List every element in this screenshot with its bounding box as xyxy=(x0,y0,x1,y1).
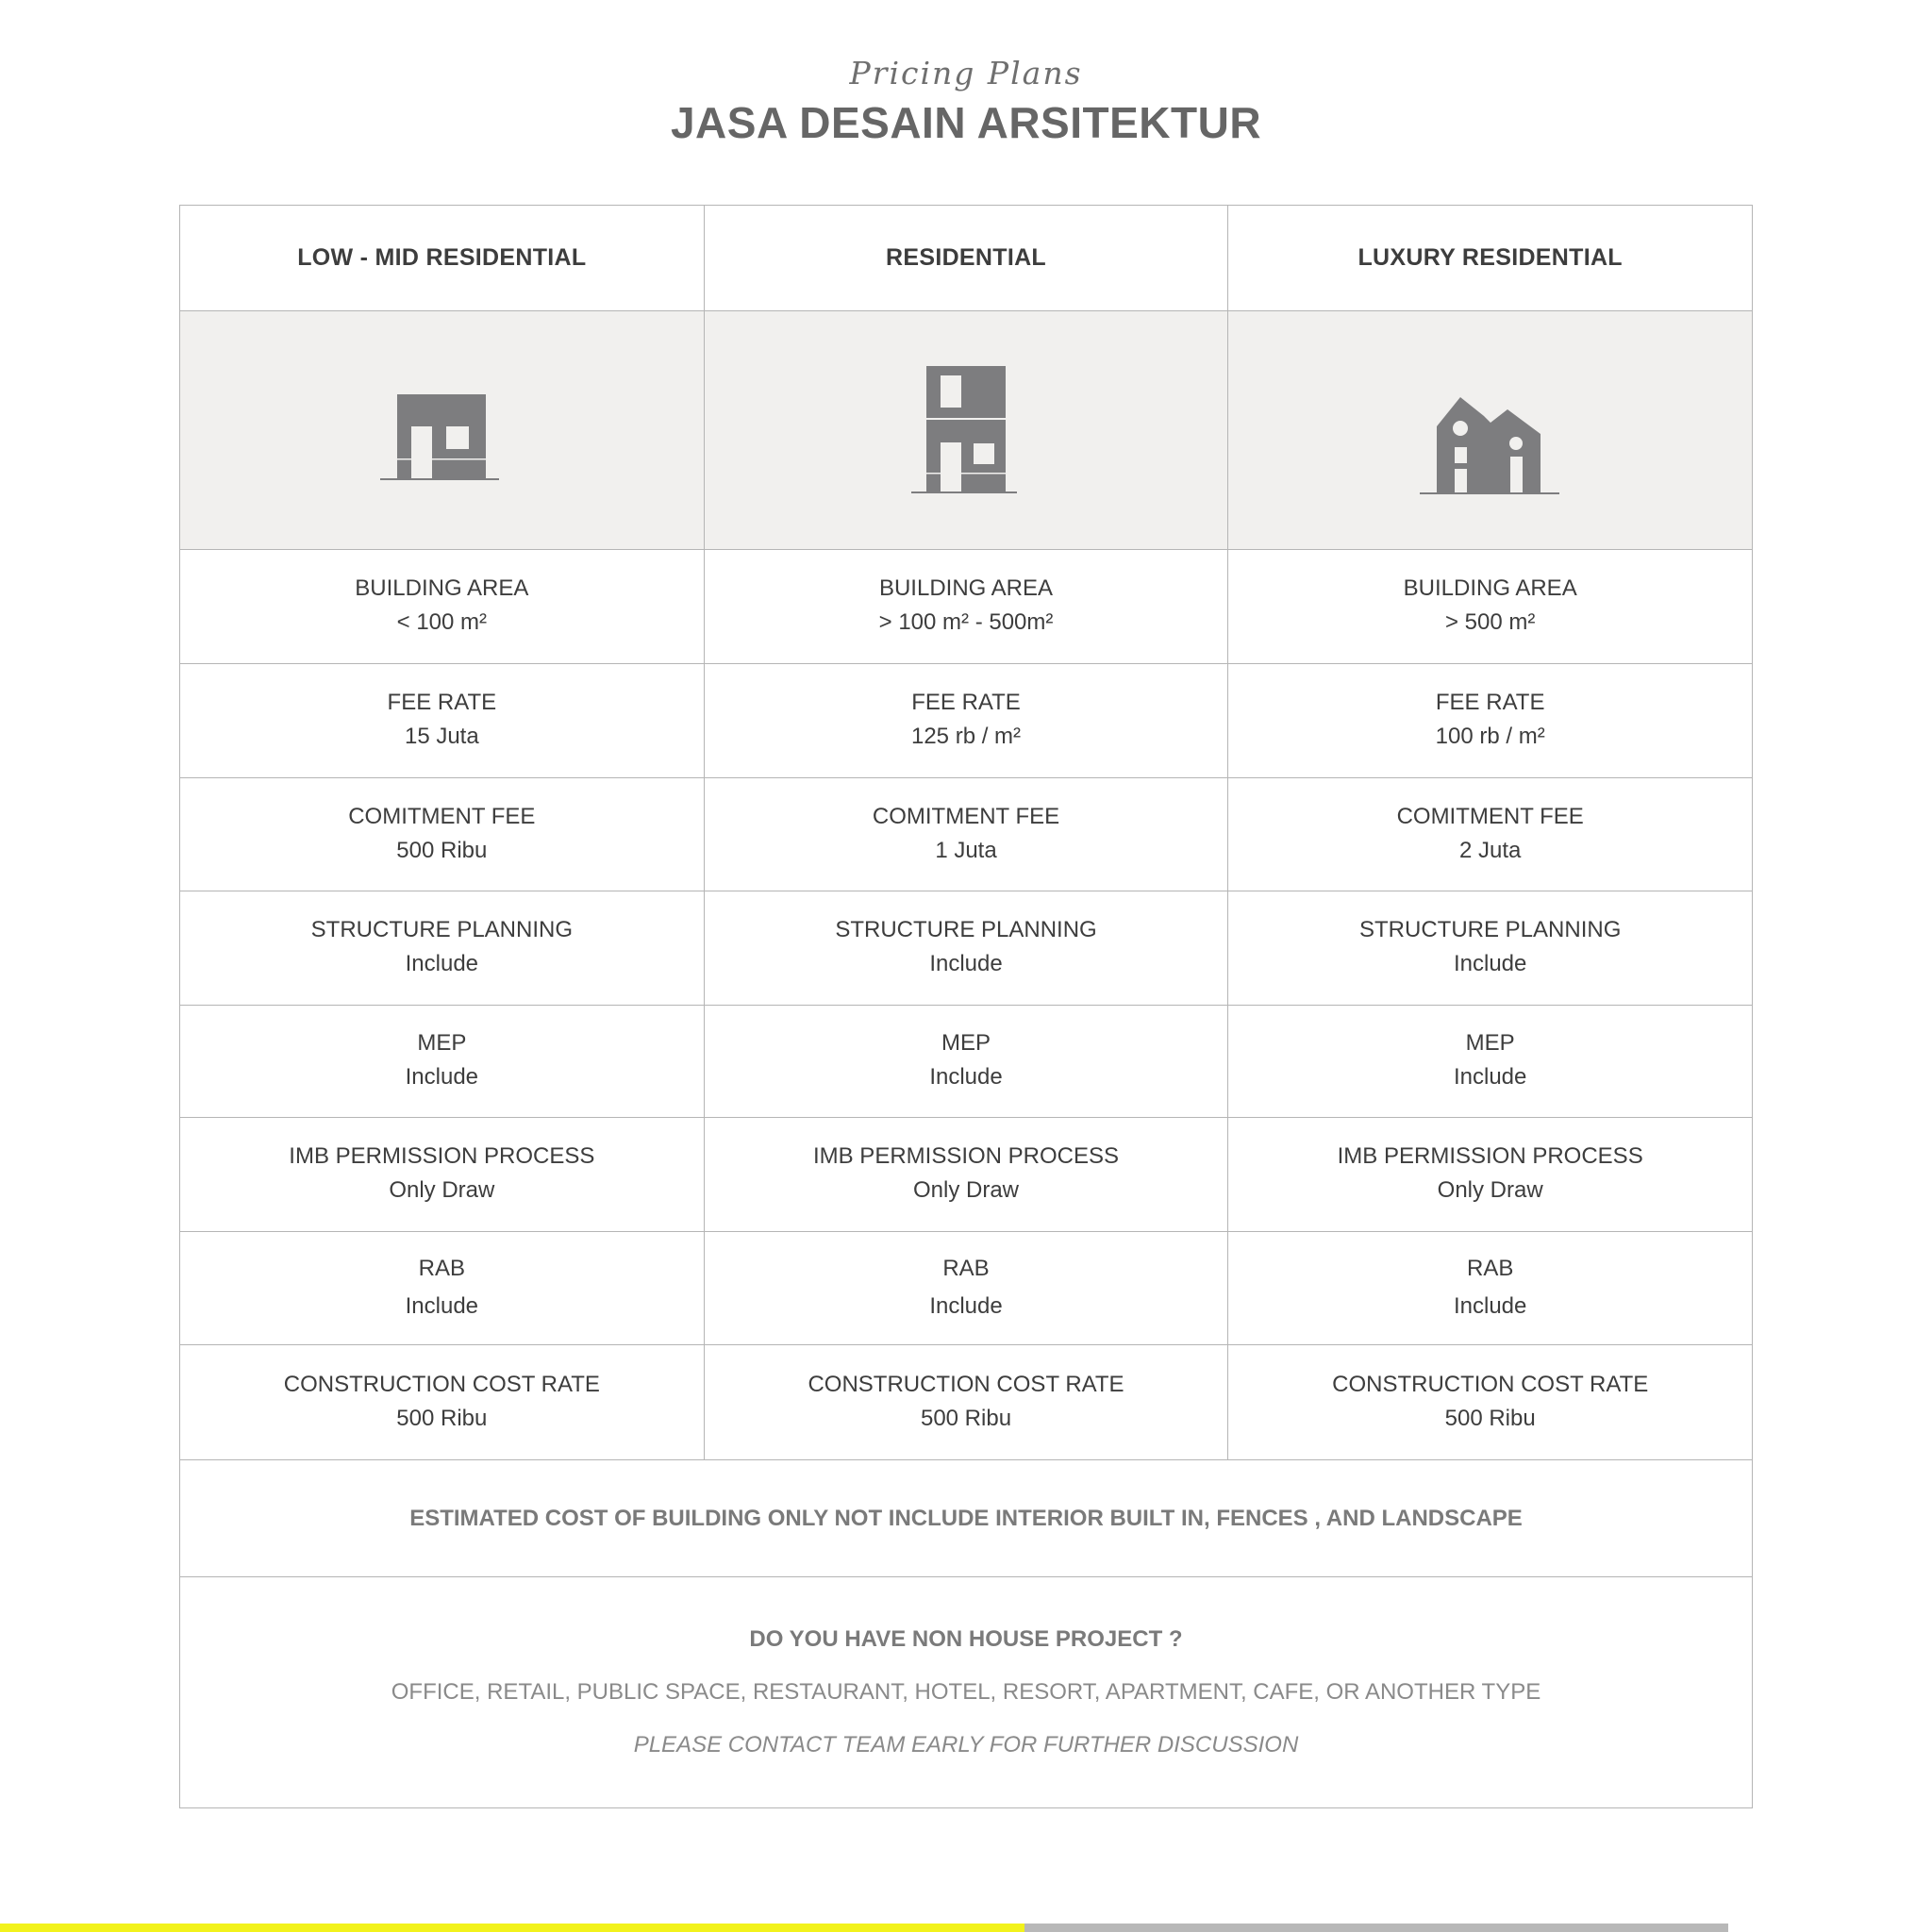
rab-cell xyxy=(705,1232,1229,1344)
page-title: JASA DESAIN ARSITEKTUR xyxy=(670,98,1262,147)
rab-label: RAB xyxy=(418,1255,466,1281)
plan-icon-cell-low-mid xyxy=(180,311,705,549)
structure-planning-value: Include xyxy=(405,951,479,976)
plan-name-residential: RESIDENTIAL xyxy=(705,206,1229,310)
page-header xyxy=(0,53,1932,151)
small-house-icon xyxy=(380,392,503,487)
plan-icon-cell-residential xyxy=(705,311,1229,549)
imb-permission-cell xyxy=(180,1118,705,1231)
fee-rate-label: FEE RATE xyxy=(911,690,1021,715)
fee-rate-cell xyxy=(1228,664,1752,777)
building-area-cell xyxy=(1228,550,1752,663)
accent-bar-yellow xyxy=(0,1924,1024,1932)
building-area-row xyxy=(180,550,1752,664)
plan-name-low-mid: LOW - MID RESIDENTIAL xyxy=(180,206,705,310)
fee-rate-row xyxy=(180,664,1752,778)
commitment-fee-label: COMITMENT FEE xyxy=(1396,803,1584,829)
plan-icon-cell-luxury xyxy=(1228,311,1752,549)
mep-row xyxy=(180,1006,1752,1118)
plan-icon-row xyxy=(180,311,1752,550)
mep-value: Include xyxy=(929,1064,1003,1090)
contact-cta: PLEASE CONTACT TEAM EARLY FOR FURTHER DISCUSSION xyxy=(633,1732,1299,1757)
mep-cell xyxy=(705,1006,1229,1117)
building-area-value: > 500 m² xyxy=(1444,609,1536,635)
page-subtitle: Pricing Plans xyxy=(849,55,1083,92)
imb-permission-value: Only Draw xyxy=(912,1177,1020,1203)
commitment-fee-label: COMITMENT FEE xyxy=(872,803,1060,829)
building-area-label: BUILDING AREA xyxy=(355,575,529,601)
fee-rate-label: FEE RATE xyxy=(1435,690,1545,715)
commitment-fee-value: 500 Ribu xyxy=(396,837,488,863)
mep-label: MEP xyxy=(941,1030,991,1056)
two-story-house-icon xyxy=(911,364,1021,496)
fee-rate-value: 125 rb / m² xyxy=(910,724,1022,749)
imb-permission-label: IMB PERMISSION PROCESS xyxy=(289,1143,595,1169)
rab-label: RAB xyxy=(1467,1255,1514,1281)
fee-rate-value: 15 Juta xyxy=(404,724,479,749)
building-area-value: < 100 m² xyxy=(396,609,488,635)
building-area-label: BUILDING AREA xyxy=(1403,575,1577,601)
construction-cost-label: CONSTRUCTION COST RATE xyxy=(283,1371,600,1397)
rab-value: Include xyxy=(405,1292,479,1319)
mep-label: MEP xyxy=(1465,1030,1515,1056)
construction-cost-value: 500 Ribu xyxy=(920,1405,1012,1431)
structure-planning-value: Include xyxy=(1453,951,1527,976)
building-area-value: > 100 m² - 500m² xyxy=(878,609,1054,635)
plan-header-row xyxy=(180,206,1752,311)
commitment-fee-row xyxy=(180,778,1752,891)
imb-permission-value: Only Draw xyxy=(389,1177,495,1203)
commitment-fee-cell xyxy=(180,778,705,891)
commitment-fee-value: 1 Juta xyxy=(935,837,997,863)
construction-cost-cell xyxy=(705,1345,1229,1459)
construction-cost-label: CONSTRUCTION COST RATE xyxy=(1332,1371,1649,1397)
imb-permission-cell xyxy=(705,1118,1229,1231)
structure-planning-cell xyxy=(705,891,1229,1005)
structure-planning-cell xyxy=(180,891,705,1005)
imb-permission-label: IMB PERMISSION PROCESS xyxy=(812,1143,1120,1169)
imb-permission-row xyxy=(180,1118,1752,1232)
construction-cost-value: 500 Ribu xyxy=(1444,1405,1536,1431)
fee-rate-value: 100 rb / m² xyxy=(1435,724,1545,749)
building-area-cell xyxy=(180,550,705,663)
structure-planning-value: Include xyxy=(929,951,1003,976)
accent-bar-gray xyxy=(1024,1924,1728,1932)
construction-cost-value: 500 Ribu xyxy=(396,1405,488,1431)
building-area-cell xyxy=(705,550,1229,663)
fee-rate-cell xyxy=(180,664,705,777)
mep-value: Include xyxy=(405,1064,479,1090)
pricing-table xyxy=(179,205,1753,1808)
plan-name-luxury: LUXURY RESIDENTIAL xyxy=(1357,244,1623,271)
mep-cell xyxy=(180,1006,705,1117)
structure-planning-label: STRUCTURE PLANNING xyxy=(310,917,574,942)
commitment-fee-cell xyxy=(705,778,1229,891)
rab-label: RAB xyxy=(942,1255,990,1281)
rab-value: Include xyxy=(1453,1292,1527,1319)
rab-cell xyxy=(180,1232,705,1344)
contact-section xyxy=(180,1577,1752,1807)
imb-permission-cell xyxy=(1228,1118,1752,1231)
mep-cell xyxy=(1228,1006,1752,1117)
luxury-house-icon xyxy=(1420,392,1561,496)
building-area-label: BUILDING AREA xyxy=(878,575,1054,601)
structure-planning-row xyxy=(180,891,1752,1006)
construction-cost-label: CONSTRUCTION COST RATE xyxy=(808,1371,1124,1397)
rab-value: Include xyxy=(929,1292,1003,1319)
commitment-fee-cell xyxy=(1228,778,1752,891)
structure-planning-label: STRUCTURE PLANNING xyxy=(1359,917,1622,942)
construction-cost-cell xyxy=(180,1345,705,1459)
mep-value: Include xyxy=(1453,1064,1527,1090)
commitment-fee-value: 2 Juta xyxy=(1458,837,1522,863)
bottom-accent-bar xyxy=(0,1924,1932,1932)
estimate-note: ESTIMATED COST OF BUILDING ONLY NOT INCLUDE INTERIOR BUILT IN, FENCES , AND LANDSCAPE xyxy=(409,1505,1523,1531)
rab-cell xyxy=(1228,1232,1752,1344)
structure-planning-cell xyxy=(1228,891,1752,1005)
imb-permission-value: Only Draw xyxy=(1437,1177,1543,1203)
commitment-fee-label: COMITMENT FEE xyxy=(348,803,536,829)
structure-planning-label: STRUCTURE PLANNING xyxy=(835,917,1097,942)
imb-permission-label: IMB PERMISSION PROCESS xyxy=(1337,1143,1643,1169)
fee-rate-label: FEE RATE xyxy=(387,690,497,715)
construction-cost-row xyxy=(180,1345,1752,1460)
project-types: OFFICE, RETAIL, PUBLIC SPACE, RESTAURANT, HOTEL, RESORT, APARTMENT, CAFE, OR ANOTHER TYPE xyxy=(391,1679,1541,1705)
mep-label: MEP xyxy=(417,1030,467,1056)
rab-row xyxy=(180,1232,1752,1345)
non-house-question: DO YOU HAVE NON HOUSE PROJECT ? xyxy=(749,1626,1183,1652)
construction-cost-cell xyxy=(1228,1345,1752,1459)
fee-rate-cell xyxy=(705,664,1229,777)
estimate-note-row xyxy=(180,1460,1752,1577)
